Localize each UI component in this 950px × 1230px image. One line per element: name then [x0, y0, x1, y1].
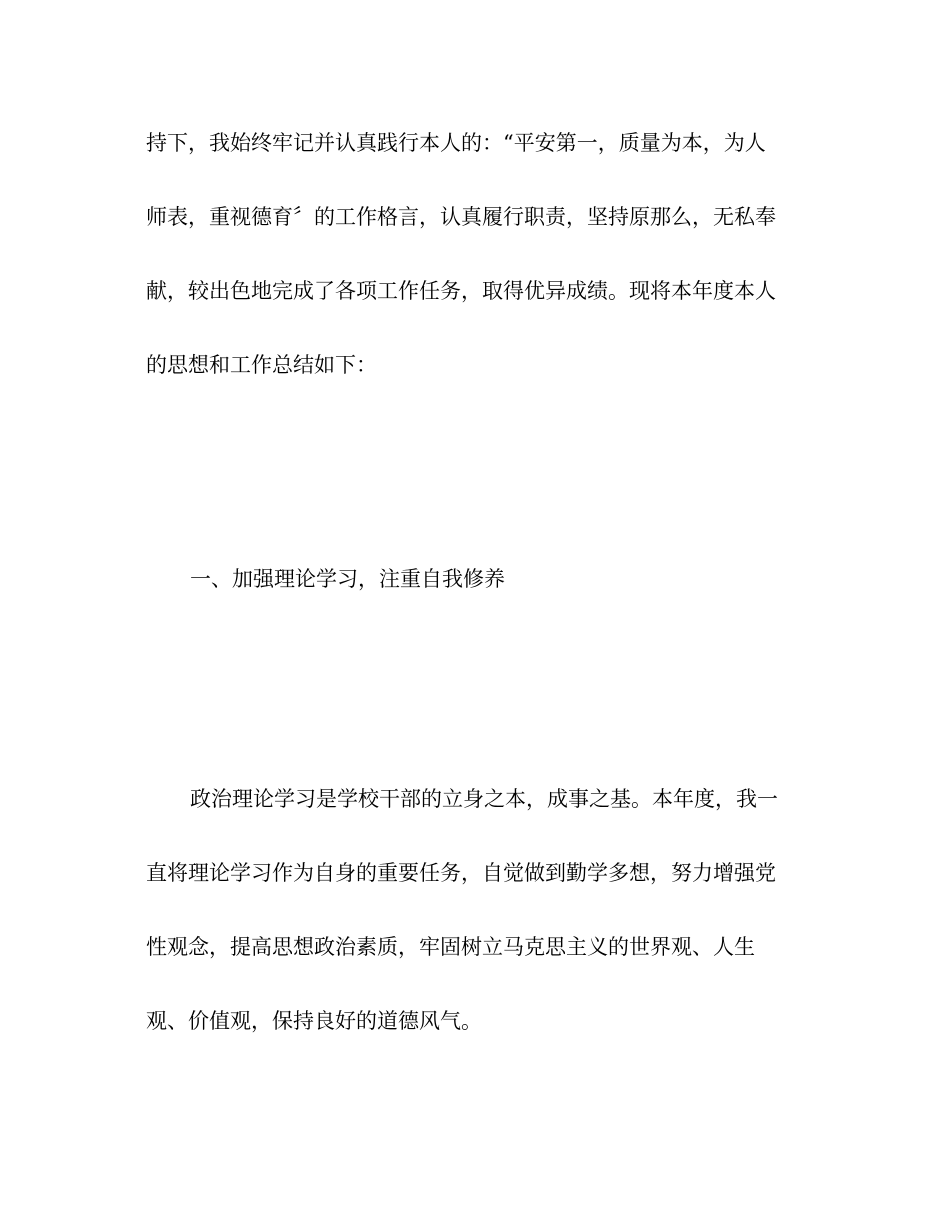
- intro-line-1: 持下，我始终牢记并认真践行本人的：“平安第一，质量为本，为人: [146, 131, 766, 155]
- section-para-line-4: 观、价值观，保持良好的道德风气。: [146, 1009, 482, 1033]
- section-para-line-2: 直将理论学习作为自身的重要任务，自觉做到勤学多想，努力增强党: [146, 861, 776, 885]
- section-para-line-1: 政治理论学习是学校干部的立身之本，成事之基。本年度，我一: [190, 787, 778, 811]
- intro-line-3: 献，较出色地完成了各项工作任务，取得优异成绩。现将本年度本人: [146, 279, 776, 303]
- intro-line-2: 师表，重视德育〞的工作格言，认真履行职责，坚持原那么，无私奉: [146, 205, 776, 229]
- section-para-line-3: 性观念，提高思想政治素质，牢固树立马克思主义的世界观、人生: [146, 935, 755, 959]
- intro-line-4: 的思想和工作总结如下：: [146, 353, 377, 377]
- section-heading: 一、加强理论学习，注重自我修养: [190, 567, 505, 591]
